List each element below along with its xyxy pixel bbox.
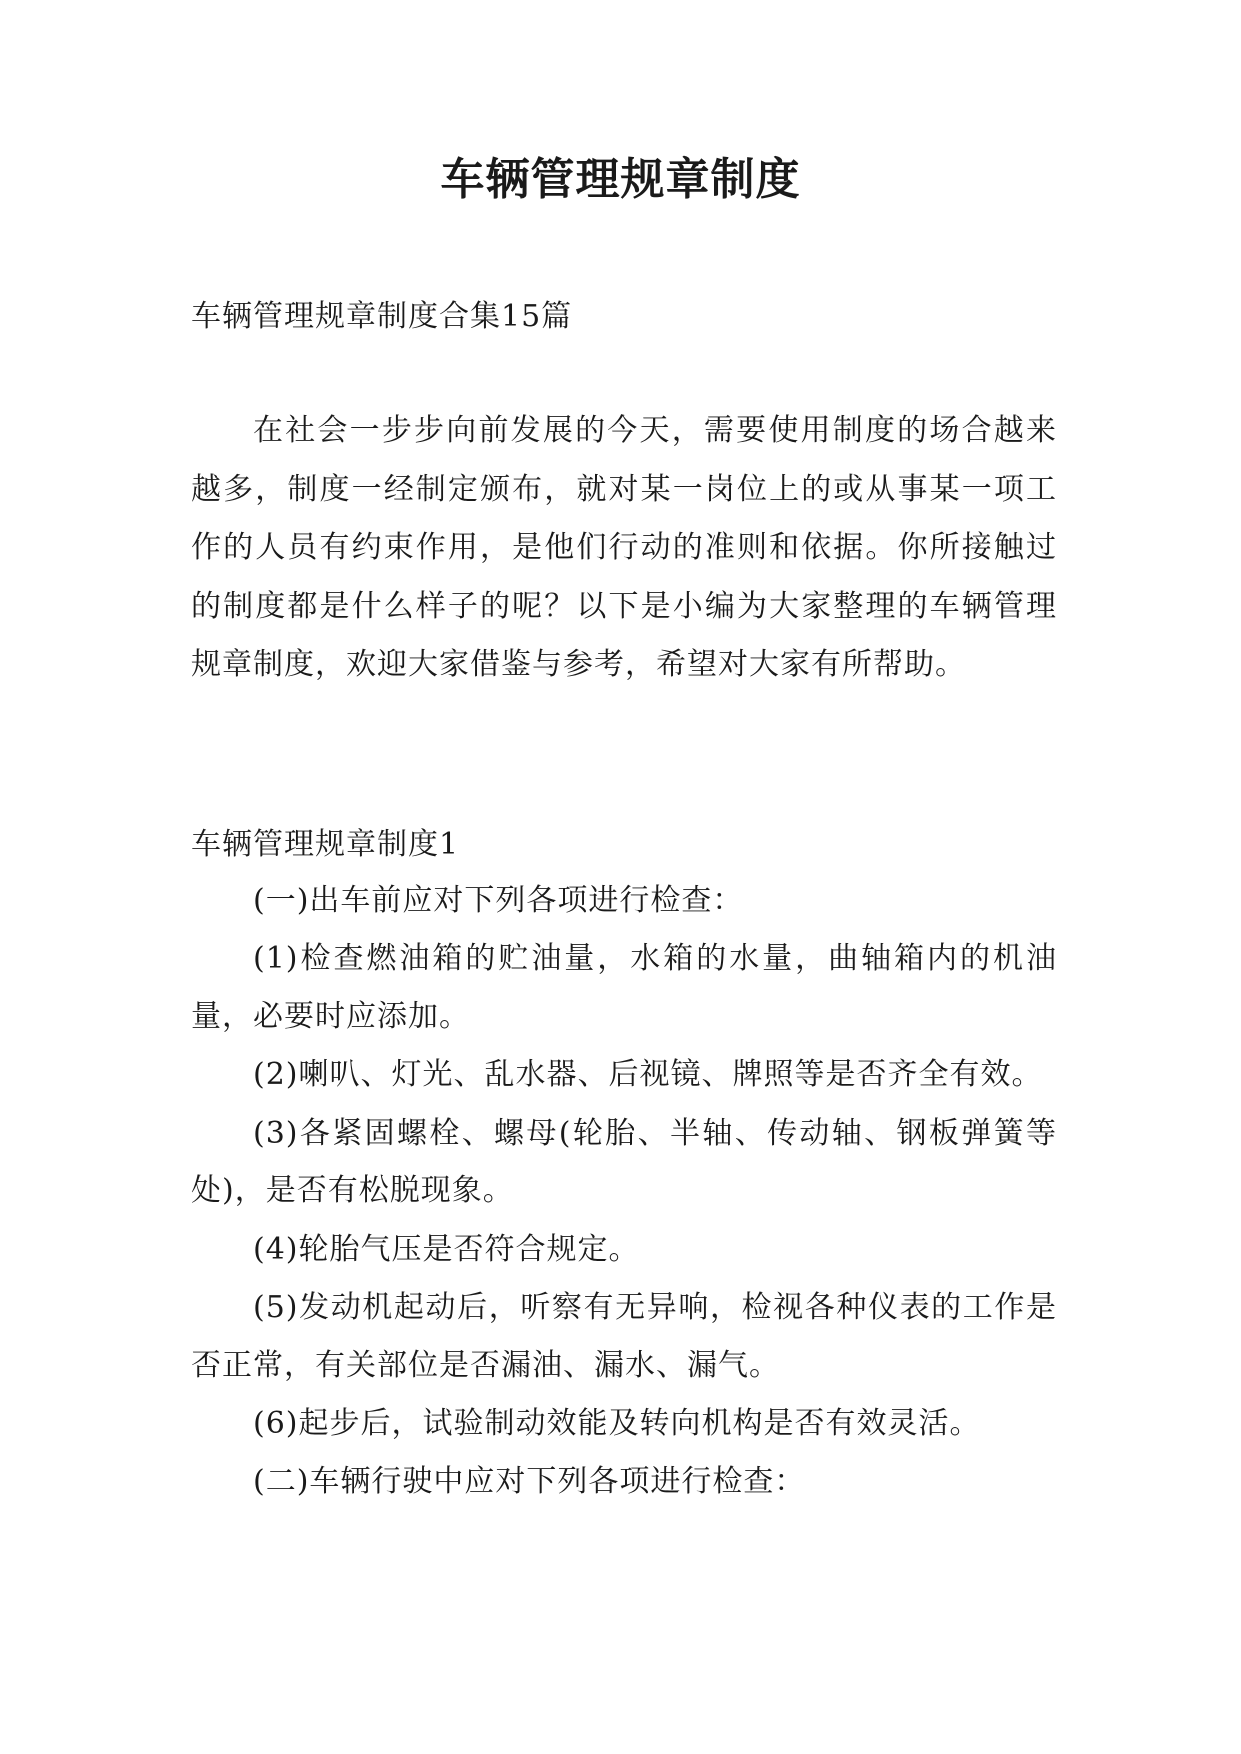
checklist-item-engine-start: (5)发动机起动后，听察有无异响，检视各种仪表的工作是否正常，有关部位是否漏油、漏水、漏气。 <box>191 1289 1057 1383</box>
checklist-item-pre-departure: (一)出车前应对下列各项进行检查： <box>253 883 744 918</box>
document-subtitle: 车辆管理规章制度合集15篇 <box>191 299 573 334</box>
checklist-item-during-driving: (二)车辆行驶中应对下列各项进行检查： <box>253 1464 806 1500</box>
section-heading: 车辆管理规章制度1 <box>191 827 460 862</box>
page-title: 车辆管理规章制度 <box>440 154 801 205</box>
checklist-item-tire-pressure: (4)轮胎气压是否符合规定。 <box>253 1231 640 1267</box>
intro-paragraph: 在社会一步步向前发展的今天，需要使用制度的场合越来越多，制度一经制定颁布，就对某一岗位上的或从事某一项工作的人员有约束作用，是他们行动的准则和依据。你所接触过的制度都是什么样子的呢？以下是小编为大家整理的车辆管理规章制度，欢迎大家借鉴与参考，希望对大家有所帮助。 <box>191 413 1057 683</box>
checklist-item-bolts-nuts: (3)各紧固螺栓、螺母(轮胎、半轴、传动轴、钢板弹簧等处)，是否有松脱现象。 <box>191 1115 1057 1209</box>
checklist <box>191 872 1057 1511</box>
checklist-item-brake-steering: (6)起步后，试验制动效能及转向机构是否有效灵活。 <box>253 1405 981 1441</box>
checklist-item-horn-lights: (2)喇叭、灯光、乱水器、后视镜、牌照等是否齐全有效。 <box>253 1057 1043 1093</box>
checklist-item-fuel-water-oil: (1)检查燃油箱的贮油量，水箱的水量，曲轴箱内的机油量，必要时应添加。 <box>191 941 1057 1034</box>
